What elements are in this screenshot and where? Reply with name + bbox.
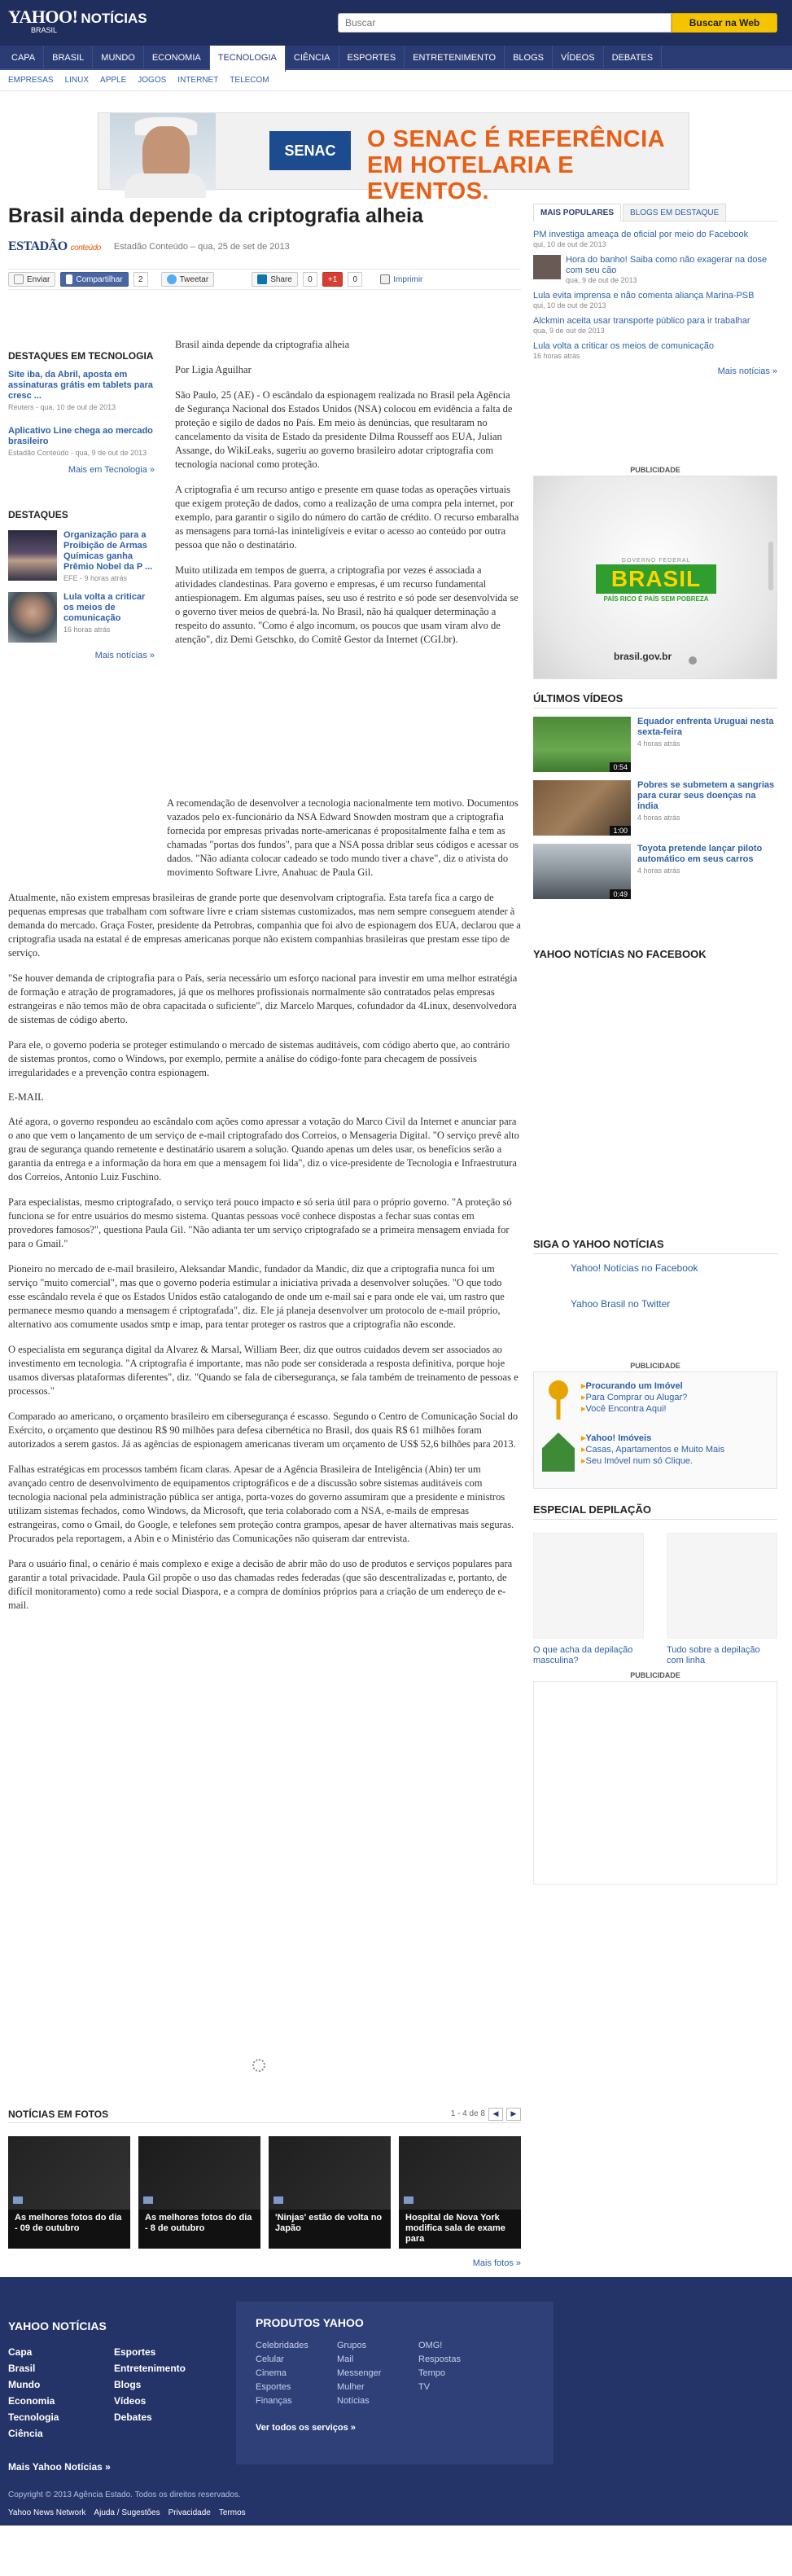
footer-bottom-link[interactable]: Ajuda / Sugestões [94, 2508, 160, 2517]
produtos-col-2 [337, 2339, 418, 2408]
publicidade-label: PUBLICIDADE [630, 1362, 680, 1370]
key-icon [542, 1380, 575, 1420]
subnav-empresas[interactable]: EMPRESAS [8, 76, 54, 85]
video-title: Toyota pretende lançar piloto automático em seus carros [637, 844, 763, 864]
video-duration: 0:49 [610, 889, 631, 899]
produtos-grid [256, 2339, 534, 2408]
photo-card[interactable] [138, 2136, 260, 2249]
destaque-title: Lula volta a criticar os meios de comunicação [63, 592, 146, 623]
linkedin-label: Share [270, 274, 292, 284]
photos-next-button[interactable]: ▶ [506, 2108, 521, 2121]
nav-videos[interactable]: VÍDEOS [553, 46, 604, 70]
produtos-col-1 [256, 2339, 337, 2408]
footer-bottom-link[interactable]: Privacidade [168, 2508, 211, 2517]
facebook-share-count: 2 [133, 272, 148, 287]
facebook-icon [66, 274, 72, 284]
especial-image [533, 1533, 644, 1639]
article-paragraph: Brasil ainda depende da criptografia alheia [175, 339, 350, 350]
article-byline: Estadão Conteúdo – qua, 25 de set de 2013 [113, 242, 290, 252]
video-duration: 0:54 [610, 762, 631, 772]
logo-noticias: NOTÍCIAS [81, 11, 147, 26]
destaque-title: Organização para a Proibição de Armas Químicas ganha Prêmio Nobel da P ... [63, 530, 153, 572]
tab-blogs-em-destaque[interactable]: BLOGS EM DESTAQUE [623, 204, 726, 221]
video-thumb [533, 780, 631, 836]
publicidade-label: PUBLICIDADE [630, 1671, 680, 1679]
especial-grid [533, 1533, 777, 1666]
logo-brasil: BRASIL [31, 26, 58, 34]
footer-link[interactable]: Economia [8, 2395, 55, 2407]
ad-governo-label: GOVERNO FEDERAL [621, 558, 691, 564]
produto-link[interactable]: Respostas [418, 2354, 461, 2364]
popular-item[interactable] [533, 230, 777, 248]
photo-caption: As melhores fotos do dia - 09 de outubro [15, 2213, 122, 2233]
left-rail [8, 350, 155, 660]
article-paragraph: Atualmente, não existem empresas brasileiras de grande porte que desenvolvam criptografia. Esta tarefa fica a cargo de pequenas empresas que trabalham com software livre e criam sistemas customizados, mas nem sempre conseguem atender à demanda do mercado. Graça Foster, presidente da Petrobras, companhia que foi alvo de espionagem dos EUA, declarou que a criptografia usada na estatal é de empresas americanas porque não existem companhias brasileiras que prestam esse tipo de serviço. [8, 892, 521, 959]
facebook-share-button[interactable] [60, 272, 128, 287]
produto-link[interactable]: Notícias [337, 2396, 370, 2406]
ad-line[interactable]: ▸ Procurando um Imóvel [581, 1380, 687, 1392]
footer-title: YAHOO NOTÍCIAS [8, 2319, 107, 2332]
gplus-count: 0 [348, 272, 362, 287]
photos-pager [451, 2108, 521, 2121]
photo-card[interactable] [8, 2136, 130, 2249]
popular-item[interactable] [533, 341, 777, 360]
footer-link[interactable]: Brasil [8, 2363, 36, 2374]
article-paragraph: Falhas estratégicas em processos também ficam claras. Apesar de a Agência Brasileira de Inteligência (Abin) ter um avançado centro de desenvolvimento de equipamentos criptográficos e de a discussão sobre sistemas auditáveis com tecnologia nacional pela administração pública ser antiga, porta-vozes do governo assumiram que a presidente e ministros utilizam sistemas fechados, como Windows, da Microsoft, que teria colaborado com a NSA, e-mails de empresas estrangeiras, como o Gmail, do Google, e telefones sem proteção contra grampos, apesar de haver alternativas mais seguras. Procurados pela reportagem, a Abin e o Ministério das Comunicações não quiseram dar entrevista. [8, 1464, 514, 1544]
popular-item[interactable] [533, 255, 777, 284]
imoveis-ad-box [533, 1371, 777, 1489]
produto-link[interactable]: Celular [256, 2354, 284, 2364]
destaques-title: DESTAQUES [8, 509, 68, 520]
produto-link[interactable]: Grupos [337, 2341, 367, 2350]
tweet-button[interactable] [161, 272, 215, 287]
camera-icon [143, 2196, 153, 2204]
empty-ad-box [533, 1681, 777, 1885]
footer-bottom-link[interactable]: Yahoo News Network [8, 2508, 86, 2517]
article-paragraph: Muito utilizada em tempos de guerra, a criptografia por vezes é associada a atividades clandestinas. Para governo e empresas, é um recurso fundamental antiespionagem. Em algumas países, seu uso é restrito e só pode ser desenvolvida se o governo tiver meios de quebrá-la. No Brasil, não há qualquer determinação a respeito do assunto. "Como é algo incomum, os poucos que usam viram alvo de atenção", diz Demi Getschko, do Comitê Gestor da Internet (CGI.br). [175, 564, 519, 645]
subnav-linux[interactable]: LINUX [64, 76, 90, 85]
photo-image [138, 2136, 260, 2210]
article-paragraph: "Se houver demanda de criptografia para o País, seria necessário um esforço nacional para investir em uma melhor estratégia de formação e atração de programadores, já que os melhores profissionais normalmente são contratados pelas empresas estrangeiras e não temos mão de obra capacitada o suficiente", diz Marcelo Marques, cofundador da 4Linux, desenvolvedora de sistemas de código aberto. [8, 972, 518, 1025]
top-header [0, 0, 792, 46]
right-column [533, 204, 777, 1679]
more-photos-link[interactable]: Mais fotos » [472, 2258, 521, 2268]
ad-row [542, 1433, 724, 1472]
article-paragraph: Para especialistas, mesmo criptografado, o serviço terá pouco impacto e só seria útil para o próprio governo. "A proteção só funciona se for entre usuários do mesmo sistema. Quantas pessoas você conhece dispostas a fechar suas contas em provedores famosos?", questiona Paula Gil. "Não adianta ter um serviço criptografado se a primeira mensagem enviada for para o Gmail." [8, 1196, 512, 1249]
publicidade-label: PUBLICIDADE [630, 466, 680, 474]
destaque-meta: 16 horas atrás [63, 625, 111, 634]
cursor-icon [689, 656, 697, 665]
photos-grid [8, 2136, 521, 2249]
sub-nav [0, 70, 792, 91]
facebook-share-label: Compartilhar [76, 274, 123, 284]
tab-mais-populares[interactable]: MAIS POPULARES [533, 204, 621, 222]
estadao-logo-text: ESTADÃO [8, 239, 68, 253]
tec-item-meta: Reuters - qua, 10 de out de 2013 [8, 403, 116, 411]
produto-link[interactable]: Mail [337, 2354, 354, 2364]
footer-link[interactable]: Vídeos [114, 2395, 147, 2407]
nav-ciencia[interactable]: CIÊNCIA [286, 46, 339, 70]
photo-caption: As melhores fotos do dia - 8 de outubro [145, 2213, 252, 2233]
footer-link[interactable]: Tecnologia [8, 2411, 59, 2423]
more-yahoo-noticias-link[interactable]: Mais Yahoo Notícias » [8, 2461, 111, 2473]
especial-title: ESPECIAL DEPILAÇÃO [533, 1503, 777, 1520]
popular-title: Alckmin aceita usar transporte público para ir trabalhar [533, 316, 750, 326]
nav-entretenimento[interactable]: ENTRETENIMENTO [405, 46, 505, 70]
destaques-tecnologia-title: DESTAQUES EM TECNOLOGIA [8, 350, 154, 362]
senac-banner-ad[interactable] [98, 112, 689, 204]
chef-coat [125, 173, 206, 198]
more-noticias-link[interactable]: Mais notícias » [94, 651, 155, 660]
article-paragraph: São Paulo, 25 (AE) - O escândalo da espionagem realizada no Brasil pela Agência de Segurança Nacional dos Estados Unidos (NSA) colocou em evidência a falta de proteção e sigilo de dados no País. Em meio às denúncias, que resultaram no cancelamento da visita de Estado da presidente Dilma Rousseff aos EUA, Julian Assange, do WikiLeaks, sugeriu ao governo brasileiro adotar criptografia com tecnologia nacional como proteção. [175, 389, 513, 470]
camera-icon [13, 2196, 23, 2204]
subnav-internet[interactable]: INTERNET [177, 76, 219, 85]
video-title: Pobres se submetem a sangrias para curar seus doenças na índia [637, 780, 775, 811]
especial-caption: Tudo sobre a depilação com linha [667, 1645, 760, 1665]
article-subhead: E-MAIL [8, 1091, 44, 1103]
noticias-em-fotos [8, 2105, 521, 2268]
article-paragraph: O especialista em segurança digital da Alvarez & Marsal, William Beer, diz que outros cuidados devem ser associados ao investimento em tecnologia. "A criptografia é importante, mas não pode ser considerada a resposta definitiva, porque hoje usamos diversas plataformas diferentes", diz. "Quando se fala de cibersegurança, se fala também de treinamento de pessoas e processos." [8, 1344, 519, 1397]
produto-link[interactable]: Esportes [256, 2382, 291, 2392]
camera-icon [404, 2196, 414, 2204]
destaque-meta: EFE - 9 horas atrás [63, 574, 128, 582]
footer-link[interactable]: Entretenimento [114, 2363, 186, 2374]
nav-economia[interactable]: ECONOMIA [144, 46, 210, 70]
ad-box [533, 476, 777, 679]
follow-twitter-link[interactable]: Yahoo Brasil no Twitter [571, 1298, 671, 1310]
send-button[interactable] [8, 272, 55, 287]
tweet-label: Tweetar [179, 274, 209, 284]
popular-title: Hora do banho! Saiba como não exagerar na dose com seu cão [566, 255, 768, 275]
produto-link[interactable]: Celebridades [256, 2341, 308, 2350]
destaque-item[interactable] [8, 530, 155, 582]
camera-icon [273, 2196, 283, 2204]
video-meta: 4 horas atrás [637, 867, 680, 875]
article-body-full [8, 796, 521, 1624]
produto-link[interactable]: Tempo [418, 2368, 446, 2378]
footer-noticias [8, 2319, 220, 2473]
popular-meta: qua, 9 de out de 2013 [533, 327, 605, 335]
video-thumb [533, 844, 631, 899]
produto-link[interactable]: Mulher [337, 2382, 365, 2392]
footer-link[interactable]: Esportes [114, 2346, 156, 2358]
produto-link[interactable]: TV [418, 2382, 431, 2392]
produtos-col-3 [418, 2339, 500, 2408]
linkedin-icon [257, 274, 267, 284]
more-tecnologia-link[interactable]: Mais em Tecnologia » [68, 465, 155, 475]
more-popular-link[interactable]: Mais notícias » [717, 366, 777, 376]
ad-scrollbar[interactable] [768, 542, 773, 590]
footer-col-2 [114, 2344, 220, 2442]
produto-link[interactable]: Finanças [256, 2396, 292, 2406]
copyright: Copyright © 2013 Agência Estado. Todos os direitos reservados. [8, 2490, 241, 2499]
photo-card[interactable] [269, 2136, 391, 2249]
follow-title: SIGA O YAHOO NOTÍCIAS [533, 1238, 777, 1254]
estadao-logo-tag: conteúdo [70, 244, 101, 252]
facebook-widget-title: YAHOO NOTÍCIAS NO FACEBOOK [533, 948, 707, 960]
photo-image [269, 2136, 391, 2210]
follow-facebook-link[interactable]: Yahoo! Notícias no Facebook [571, 1262, 698, 1274]
destaque-thumb [8, 530, 57, 581]
siga-yahoo [533, 1238, 777, 1310]
especial-image [667, 1533, 777, 1639]
produto-link[interactable]: Messenger [337, 2368, 382, 2378]
nav-mundo[interactable]: MUNDO [93, 46, 144, 70]
popular-list [533, 230, 777, 360]
popular-item[interactable] [533, 291, 777, 309]
footer-bottom-link[interactable]: Termos [218, 2508, 246, 2517]
produtos-title: PRODUTOS YAHOO [256, 2316, 364, 2329]
photo-caption: Hospital de Nova York modifica sala de exame para [405, 2213, 505, 2244]
article-paragraph: Para o usuário final, o cenário é mais complexo e exige a decisão de abrir mão do uso de produtos e serviços populares para garantir a total privacidade. Paula Gil propõe o uso das chamadas redes federadas (que são descentralizadas e, portanto, de difícil monitoramento) como a rede social Diaspora, e a compra de domínios próprios para a criação de um endereço de e-mail. [8, 1558, 513, 1611]
destaque-thumb [8, 592, 57, 643]
article-headline: Brasil ainda depende da criptografia alheia [8, 204, 423, 227]
search-input[interactable] [338, 13, 672, 33]
tec-item-link[interactable]: Site iba, da Abril, aposta em assinaturas grátis em tablets para cresc ... [8, 370, 153, 401]
destaque-item[interactable] [8, 592, 155, 643]
chef-photo [110, 113, 216, 191]
nav-capa[interactable]: CAPA [3, 46, 44, 70]
twitter-icon [167, 274, 177, 284]
video-item[interactable] [533, 844, 777, 899]
imoveis-ad[interactable] [533, 1360, 777, 1489]
send-label: Enviar [27, 274, 50, 284]
ultimos-videos [533, 692, 777, 899]
facebook-widget [533, 948, 777, 1152]
photos-header [8, 2105, 521, 2123]
senac-logo: SENAC [269, 131, 351, 170]
loading-spinner-icon [252, 2059, 265, 2072]
popular-thumb [533, 255, 561, 279]
footer-link[interactable]: Ciência [8, 2428, 43, 2439]
photos-prev-button[interactable]: ◀ [488, 2108, 503, 2121]
source-line [8, 238, 521, 256]
photo-card[interactable] [399, 2136, 521, 2249]
brasil-slogan: PAÍS RICO É PAÍS SEM POBREZA [603, 595, 709, 603]
nav-brasil[interactable]: BRASIL [44, 46, 93, 70]
all-services-link[interactable]: Ver todos os serviços » [256, 2423, 356, 2433]
tec-item-meta: Estadão Conteúdo - qua, 9 de out de 2013 [8, 449, 147, 457]
video-title: Equador enfrenta Uruguai nesta sexta-feira [637, 717, 774, 737]
estadao-logo[interactable] [8, 239, 101, 254]
yahoo-noticias-logo[interactable] [8, 7, 147, 34]
article-paragraph: Comparado ao americano, o orçamento brasileiro em cibersegurança é escasso. Segundo o Centro de Comunicação Social do Exército, o orçamento que destinou R$ 90 milhões para defesa cibernética no Brasil, dos quais R$ 61 milhões foram autorizados a serem gastos. Já as agências de espionagem americanas tiveram um orçamento de US$ 52,6 bilhões para 2013. [8, 1411, 519, 1450]
nav-tecnologia[interactable]: TECNOLOGIA [210, 46, 286, 72]
article-paragraph: Até agora, o governo respondeu ao escândalo com ações como apressar a votação do Marco Civil da Internet e anunciar para o ano que vem o lançamento de um serviço de e-mail criptografado dos Correios, o Mensageria Digital. "O serviço prevê alto grau de segurança quando remetente e destinatário usarem a solução. Quando apenas um deles usar, os benefícios serão a garantia da entrega e a informação da hora em que a mensagem foi lida", diz o vice-presidente de Tecnologia e Infraestrutura dos Correios, Antonio Luiz Fuschino. [8, 1116, 519, 1183]
banner-line-2: EM HOTELARIA E EVENTOS. [367, 152, 575, 204]
photo-caption: 'Ninjas' estão de volta no Japão [275, 2213, 383, 2233]
popular-meta: 16 horas atrás [533, 352, 580, 360]
produto-link[interactable]: Cinema [256, 2368, 287, 2378]
ad-line[interactable]: ▸ Casas, Apartamentos e Muito Mais [581, 1444, 724, 1455]
ad-line[interactable]: ▸ Para Comprar ou Alugar? [581, 1392, 687, 1403]
linkedin-share-button[interactable] [252, 272, 298, 287]
subnav-telecom[interactable]: TELECOM [230, 76, 269, 85]
ad-url: brasil.gov.br [614, 651, 672, 662]
photos-title: NOTÍCIAS EM FOTOS [8, 2108, 109, 2120]
ad-line[interactable]: ▸ Yahoo! Imóveis [581, 1433, 724, 1444]
video-item[interactable] [533, 780, 777, 836]
produtos-yahoo-panel [236, 2302, 554, 2464]
banner-text [367, 126, 689, 204]
especial-depilacao [533, 1503, 777, 1666]
gplus-button[interactable]: +1 [322, 272, 343, 287]
search-web-button[interactable]: Buscar na Web [672, 13, 777, 33]
footer-link[interactable]: Mundo [8, 2379, 41, 2390]
video-meta: 4 horas atrás [637, 739, 680, 748]
article-paragraph: Para ele, o governo poderia se proteger estimulando o mercado de sistemas auditáveis, com código aberto que, ao contrário de sistemas prontos, como o Windows, por exemplo, permite a análise do código-fonte para checagem de possíveis irregularidades e a prevenção contra espionagem. [8, 1039, 510, 1078]
main-nav [0, 46, 792, 70]
subnav-apple[interactable]: APPLE [100, 76, 127, 85]
mail-icon [14, 274, 24, 284]
article-column [8, 204, 521, 2268]
brasil-logo: BRASIL [596, 564, 716, 594]
footer [0, 2277, 792, 2526]
share-bar [8, 269, 521, 290]
print-icon [380, 274, 390, 284]
article-paragraph: A criptografia é um recurso antigo e presente em quase todas as operações virtuais que exigem proteção de dados, como a realização de uma compra pela internet, por exemplo, para garantir o sigilo do número do cartão de crédito. O recurso embaralha as mensagens para torná-las ininteligíveis e evitar o acesso ao conteúdo por outra pessoa que não o destinatário. [175, 484, 519, 551]
footer-link[interactable]: Capa [8, 2346, 33, 2358]
footer-bottom-links [8, 2508, 254, 2517]
ad-line[interactable]: ▸ Seu Imóvel num só Clique. [581, 1455, 724, 1467]
videos-title: ÚLTIMOS VÍDEOS [533, 692, 777, 709]
popular-meta: qua, 9 de out de 2013 [566, 276, 637, 284]
logo-yahoo: YAHOO! [8, 7, 78, 27]
footer-col-1 [8, 2344, 114, 2442]
popular-title: PM investiga ameaça de oficial por meio do Facebook [533, 230, 749, 239]
especial-card[interactable] [533, 1533, 644, 1666]
photos-pager-count: 1 - 4 de 8 [450, 2109, 485, 2118]
footer-link[interactable]: Blogs [114, 2379, 142, 2390]
especial-card[interactable] [667, 1533, 777, 1666]
nav-esportes[interactable]: ESPORTES [339, 46, 405, 70]
banner-line-1: O SENAC É REFERÊNCIA [367, 126, 666, 152]
subnav-jogos[interactable]: JOGOS [138, 76, 167, 85]
print-button[interactable] [375, 272, 427, 287]
nav-debates[interactable]: DEBATES [604, 46, 663, 70]
house-icon [542, 1433, 575, 1472]
especial-caption: O que acha da depilação masculina? [533, 1645, 633, 1665]
popular-item[interactable] [533, 316, 777, 335]
ad-row [542, 1380, 687, 1420]
tec-item-link[interactable]: Aplicativo Line chega ao mercado brasileiro [8, 426, 153, 446]
article-paragraph: Pioneiro no mercado de e-mail brasileiro, Aleksandar Mandic, fundador da Mandic, diz que a criptografia nunca foi um serviço "muito comercial", mas que o governo poderia estimular a iniciativa privada a desenvolver soluções. "O que todo esse escândalo revela é que os Estados Unidos estão catalogando de onde um e-mail sai e para onde ele vai, um rastro que permanece mesmo quando a mensagem é criptografada", diz. Ele já planeja desenvolver um protocolo de e-mail próprio, alternativo aos comumente usados smtp e imap, para tentar proteger os rastros que a criptografia não esconde. [8, 1263, 505, 1330]
popular-title: Lula volta a criticar os meios de comunicação [533, 341, 714, 351]
linkedin-count: 0 [303, 272, 317, 287]
popular-meta: qui, 10 de out de 2013 [533, 301, 606, 309]
ad-line[interactable]: ▸ Você Encontra Aqui! [581, 1403, 687, 1415]
popular-meta: qui, 10 de out de 2013 [533, 240, 606, 248]
footer-link[interactable]: Debates [114, 2411, 152, 2423]
photo-image [399, 2136, 521, 2210]
article-body-top [175, 338, 521, 658]
produto-link[interactable]: OMG! [418, 2341, 443, 2350]
print-label: Imprimir [393, 274, 423, 284]
video-meta: 4 horas atrás [637, 814, 680, 822]
video-thumb [533, 717, 631, 772]
popular-title: Lula evita imprensa e não comenta aliança Marina-PSB [533, 291, 755, 301]
article-paragraph: A recomendação de desenvolver a tecnologia nacionalmente tem motivo. Documentos vazados pelo ex-funcionário da NSA Edward Snowden mostram que a criptografia fornecida por empresas privadas norte-americanas é propositalmente falha e tem as chamadas "portas dos fundos", para que a NSA possa driblar seus códigos e acessar os dados. "Não adianta colocar cadeado se todo mundo tiver a chave", diz o ativista do movimento Software Livre, Anahuac de Paula Gil. [167, 797, 519, 878]
article-author: Por Ligia Aguilhar [175, 364, 252, 375]
empty-ad [533, 1670, 777, 1885]
popular-tabs [533, 204, 777, 222]
brasil-gov-ad[interactable] [533, 464, 777, 680]
video-item[interactable] [533, 717, 777, 772]
nav-blogs[interactable]: BLOGS [505, 46, 553, 70]
footer-links [8, 2344, 220, 2442]
photo-image [8, 2136, 130, 2210]
video-duration: 1:00 [610, 826, 631, 836]
